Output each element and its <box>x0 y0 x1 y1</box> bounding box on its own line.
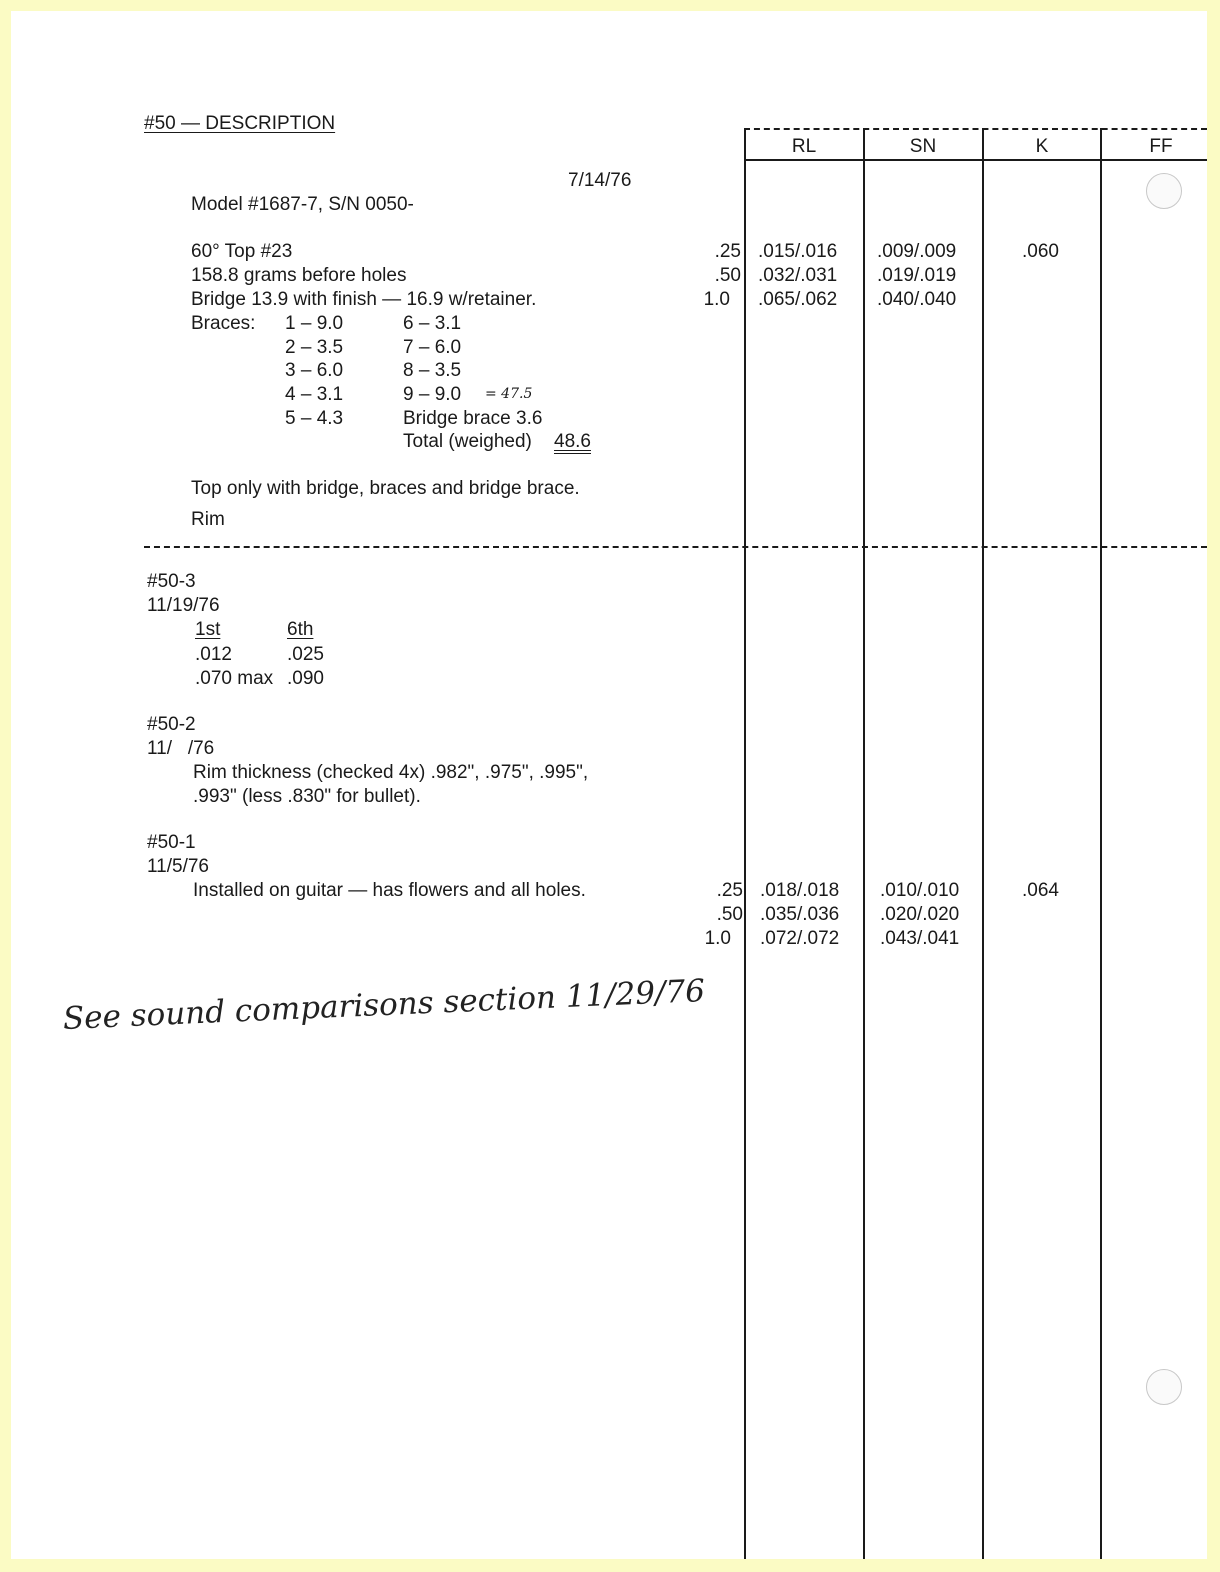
main-load-3: 1.0 <box>703 289 730 310</box>
braces-label: Braces: <box>191 313 256 334</box>
row1-1st: .012 <box>195 644 232 665</box>
brace-4: 4 – 3.1 <box>285 384 344 405</box>
binder-hole-top <box>1146 173 1182 209</box>
section-50-3-id: #50-3 <box>147 571 196 592</box>
column-header-ff: FF <box>1149 136 1173 157</box>
main-k-1: .060 <box>1022 241 1059 262</box>
main-load-2: .50 <box>714 265 741 286</box>
brace-2: 2 – 3.5 <box>285 337 344 358</box>
table-top-rule <box>744 128 1207 130</box>
bridge-line: Bridge 13.9 with finish — 16.9 w/retainer. <box>191 289 537 310</box>
row1-6th: .025 <box>287 644 324 665</box>
top-line: 60° Top #23 <box>191 241 293 262</box>
row2-6th: .090 <box>287 668 324 689</box>
brace-5: 5 – 4.3 <box>285 408 344 429</box>
s1-sn-2: .020/.020 <box>880 904 960 925</box>
s1-rl-2: .035/.036 <box>760 904 840 925</box>
s1-sn-3: .043/.041 <box>880 928 960 949</box>
total-label: Total (weighed) <box>403 431 532 452</box>
brace-8: 8 – 3.5 <box>403 360 462 381</box>
section-50-3-date: 11/19/76 <box>147 595 220 616</box>
s1-rl-3: .072/.072 <box>760 928 840 949</box>
main-rl-3: .065/.062 <box>758 289 838 310</box>
brace-9: 9 – 9.0 <box>403 384 462 405</box>
column-divider-sn-k <box>982 128 984 1559</box>
handwritten-note: See sound comparisons section 11/29/76 <box>62 972 706 1037</box>
rim-thickness-line-2: .993" (less .830" for bullet). <box>193 786 421 807</box>
rim-line: Rim <box>191 509 225 530</box>
bridge-brace: Bridge brace 3.6 <box>403 408 543 429</box>
total-value: 48.6 <box>554 431 591 452</box>
header-rule <box>744 159 1207 161</box>
main-sn-1: .009/.009 <box>877 241 957 262</box>
column-divider-rl-sn <box>863 128 865 1559</box>
column-header-sn: SN <box>909 136 937 157</box>
brace-3: 3 – 6.0 <box>285 360 344 381</box>
section-50-1-date: 11/5/76 <box>147 856 209 877</box>
main-sn-2: .019/.019 <box>877 265 957 286</box>
main-rl-1: .015/.016 <box>758 241 838 262</box>
section-50-2-date: 11/ /76 <box>147 738 215 759</box>
binder-hole-bottom <box>1146 1369 1182 1405</box>
main-date: 7/14/76 <box>568 170 632 191</box>
page-title: #50 — DESCRIPTION <box>144 113 336 134</box>
column-divider-left <box>744 128 746 1559</box>
grams-line: 158.8 grams before holes <box>191 265 407 286</box>
s1-k-1: .064 <box>1022 880 1059 901</box>
section-divider <box>144 546 1207 548</box>
s1-load-1: .25 <box>716 880 743 901</box>
s1-sn-1: .010/.010 <box>880 880 960 901</box>
s1-load-3: 1.0 <box>704 928 731 949</box>
section-50-1-id: #50-1 <box>147 832 196 853</box>
main-rl-2: .032/.031 <box>758 265 838 286</box>
s1-rl-1: .018/.018 <box>760 880 840 901</box>
document-page <box>11 11 1207 1559</box>
brace-6: 6 – 3.1 <box>403 313 462 334</box>
col-1st-header: 1st <box>195 619 221 640</box>
rim-thickness-line-1: Rim thickness (checked 4x) .982", .975", .995", <box>193 762 589 783</box>
column-header-rl: RL <box>791 136 817 157</box>
col-6th-header: 6th <box>287 619 314 640</box>
s1-load-2: .50 <box>716 904 743 925</box>
main-load-1: .25 <box>714 241 741 262</box>
section-50-2-id: #50-2 <box>147 714 196 735</box>
top-only-line: Top only with bridge, braces and bridge brace. <box>191 478 580 499</box>
installed-line: Installed on guitar — has flowers and all holes. <box>193 880 586 901</box>
model-line: Model #1687-7, S/N 0050- <box>191 194 414 215</box>
brace-1: 1 – 9.0 <box>285 313 344 334</box>
row2-1st: .070 max <box>195 668 274 689</box>
column-header-k: K <box>1035 136 1049 157</box>
braces-sum-note: = 47.5 <box>485 386 533 402</box>
column-divider-k-ff <box>1100 128 1102 1559</box>
main-sn-3: .040/.040 <box>877 289 957 310</box>
brace-7: 7 – 6.0 <box>403 337 462 358</box>
